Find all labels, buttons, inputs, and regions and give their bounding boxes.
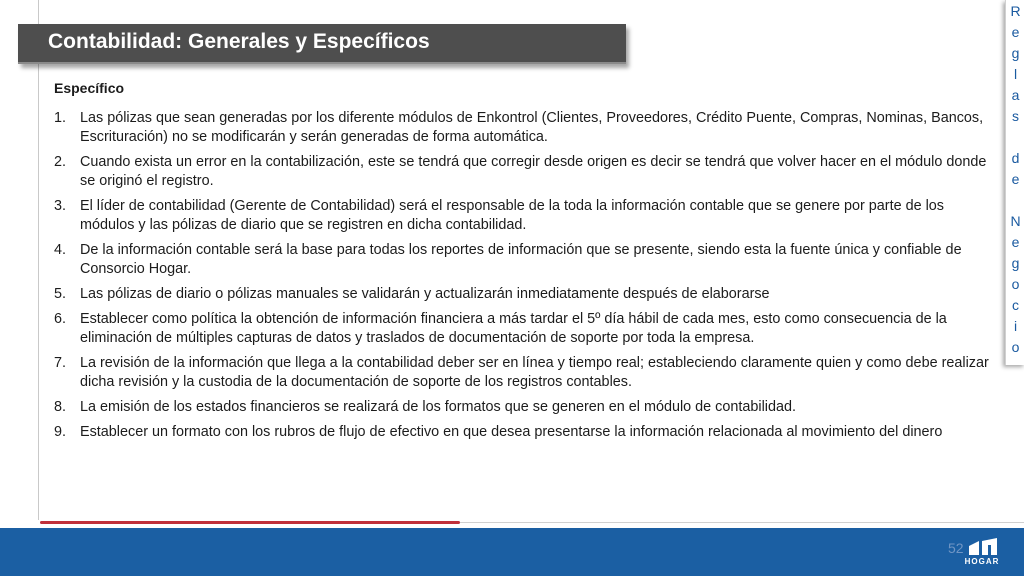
rule-item (54, 109, 989, 147)
page-title: Contabilidad: Generales y Específicos (48, 30, 430, 53)
rule-text: Cuando exista un error en la contabilización, este se tendrá que corregir desde origen es decir se tendrá que volver hacer en el módulo donde se originó el registro. (80, 154, 987, 189)
side-tab-letter: d (1011, 150, 1020, 166)
left-divider-line (38, 0, 39, 520)
rule-text: De la información contable será la base para todas los reportes de información que se presente, siendo esta la fuente única y confiable de Consorcio Hogar. (80, 242, 962, 277)
logo-text: HOGAR (964, 557, 1000, 566)
rule-item (54, 241, 989, 279)
rule-text: El líder de contabilidad (Gerente de Contabilidad) será el responsable de la toda la información contable que se genere por parte de los módulos y las pólizas de diario que se registren en dicha contabilidad. (80, 198, 944, 233)
rule-text: La revisión de la información que llega a la contabilidad deber ser en línea y tiempo real; estableciendo claramente quien y como debe realizar dicha revisión y la custodia de la documentación de soporte de los registros contables. (80, 355, 989, 390)
title-bar (18, 24, 626, 64)
rule-text: Las pólizas de diario o pólizas manuales se validarán y actualizarán inmediatamente después de elaborarse (80, 286, 770, 302)
side-tab-letter: o (1011, 339, 1020, 355)
side-tab-letter: l (1013, 66, 1018, 82)
rule-item (54, 285, 989, 304)
rule-number: 6. (54, 311, 67, 327)
main-content (54, 80, 989, 448)
side-tab-letter: o (1011, 276, 1020, 292)
rule-number: 8. (54, 399, 67, 415)
side-tab-letter: e (1011, 24, 1020, 40)
page-number: 52 (948, 540, 964, 556)
footer-accent-line (40, 521, 460, 524)
side-tab-reglas-de-negocio (1005, 0, 1024, 365)
side-tab-letter: s (1012, 108, 1019, 124)
rule-item (54, 310, 989, 348)
rule-text: Establecer como política la obtención de información financiera a más tardar el 5º día hábil de cada mes, esto como consecuencia de la eliminación de múltiples capturas de datos y traslados de documentación de soporte por toda la empresa. (80, 311, 947, 346)
rule-item (54, 153, 989, 191)
rule-item (54, 398, 989, 417)
rule-number: 9. (54, 424, 67, 440)
section-subtitle: Específico (54, 80, 125, 96)
rule-number: 4. (54, 242, 67, 258)
footer-divider-line (460, 522, 1024, 523)
side-tab-letter: e (1011, 234, 1020, 250)
rule-number: 5. (54, 286, 67, 302)
side-tab-letter: c (1012, 297, 1019, 313)
rule-text: Las pólizas que sean generadas por los diferente módulos de Enkontrol (Clientes, Proveedores, Crédito Puente, Compras, Nominas, Bancos, Escrituración) no se modificarán y serán generadas de forma automática. (80, 110, 984, 145)
hogar-logo-icon (963, 538, 1001, 568)
rule-item (54, 423, 989, 442)
rule-text: Establecer un formato con los rubros de flujo de efectivo en que desea presentarse la información relacionada al movimiento del dinero (80, 424, 943, 440)
rule-number: 7. (54, 355, 67, 371)
side-tab-letter: R (1010, 3, 1021, 19)
rule-item (54, 354, 989, 392)
rule-number: 2. (54, 154, 67, 170)
footer-bar (0, 528, 1024, 576)
side-tab-letter: N (1010, 213, 1021, 229)
side-tab-letter: g (1011, 45, 1020, 61)
rule-number: 3. (54, 198, 67, 214)
rule-number: 1. (54, 110, 67, 126)
rule-text: La emisión de los estados financieros se realizará de los formatos que se generen en el módulo de contabilidad. (80, 399, 796, 415)
side-tab-letter: e (1011, 171, 1020, 187)
side-tab-letter: g (1011, 255, 1020, 271)
hogar-logo-mark (967, 538, 999, 555)
rule-item (54, 197, 989, 235)
side-tab-letter: a (1011, 87, 1020, 103)
side-tab-letter: i (1013, 318, 1018, 334)
rules-list (54, 109, 989, 442)
